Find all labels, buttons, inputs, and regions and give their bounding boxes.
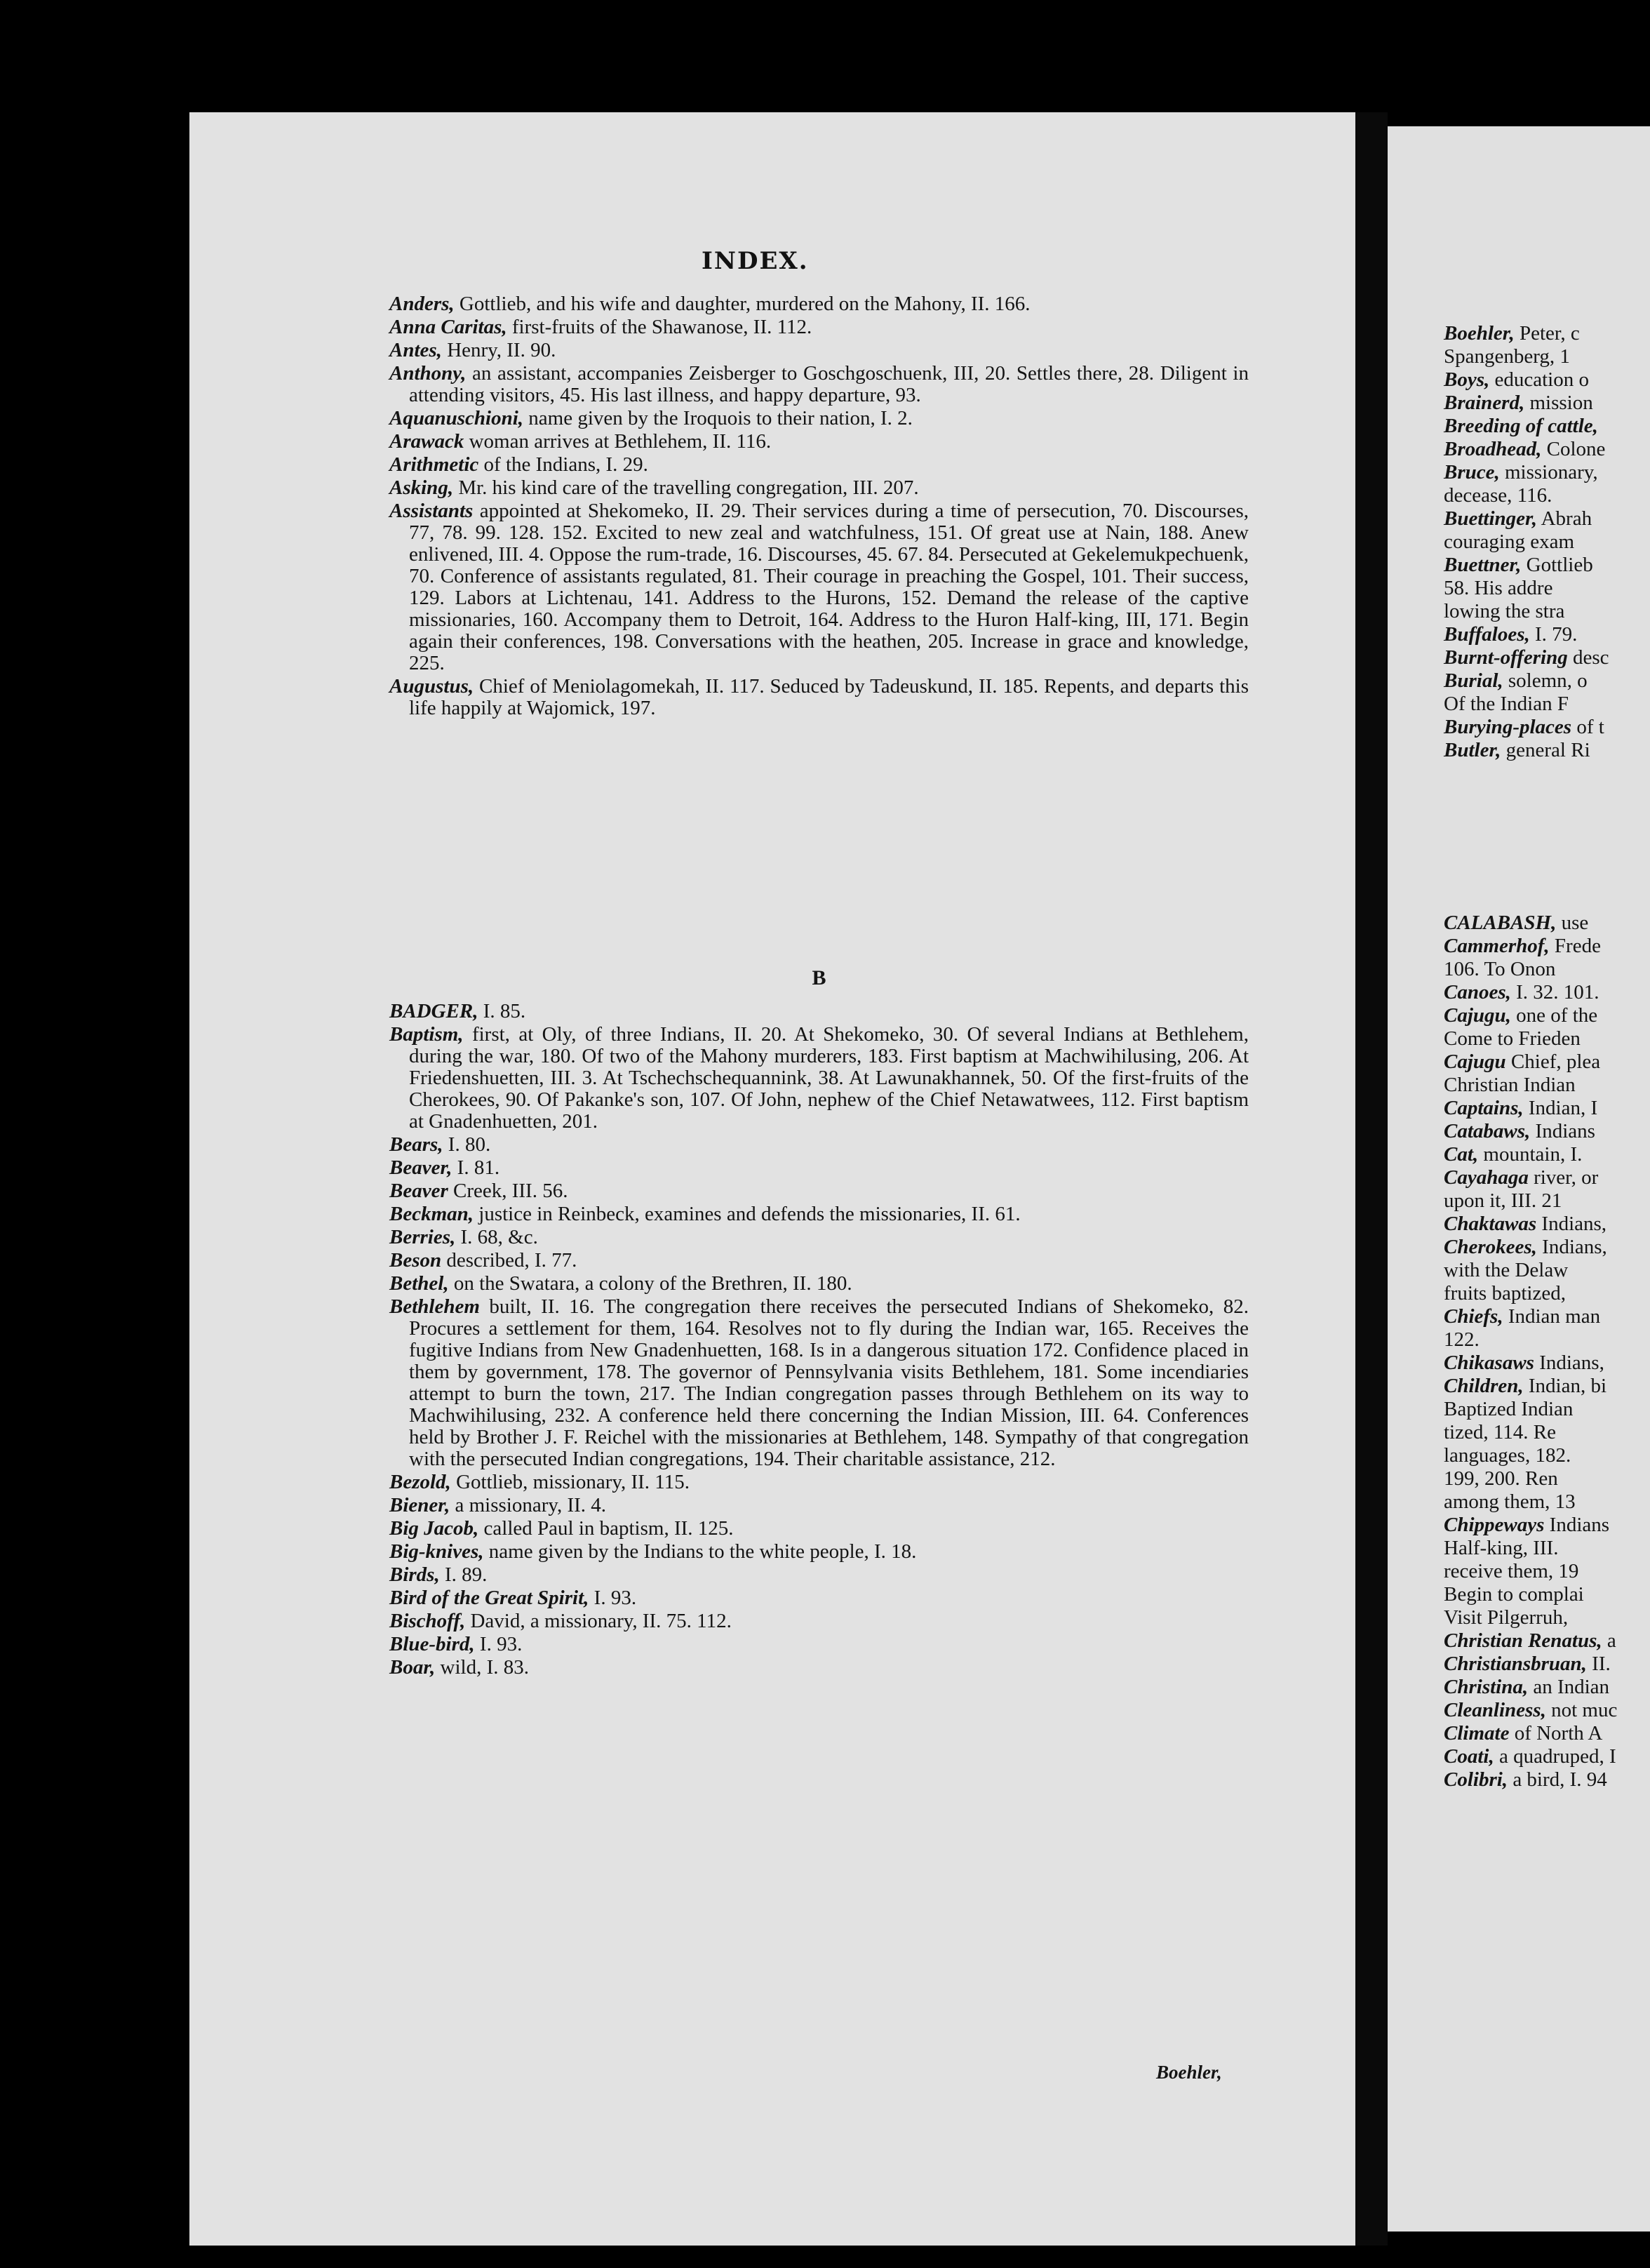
index-entry-text: Indians,	[1534, 1352, 1604, 1374]
index-entry-heading: Anders,	[389, 293, 455, 315]
index-entry-text: use	[1556, 912, 1589, 934]
index-entry-text: Begin to complai	[1444, 1583, 1584, 1606]
index-entry-text: a	[1602, 1629, 1616, 1652]
index-entry	[389, 1180, 1249, 1202]
index-entry-text: river, or	[1528, 1166, 1599, 1189]
page-gutter	[1355, 112, 1388, 2246]
index-entry-text: Indians,	[1536, 1213, 1607, 1235]
index-entry	[1444, 647, 1650, 669]
index-entry	[389, 1001, 1249, 1022]
index-entry-text: mountain, I.	[1478, 1143, 1583, 1166]
index-entry-heading: Chippeways	[1444, 1514, 1545, 1536]
index-entry	[1444, 346, 1650, 368]
index-entry-text: name given by the Indians to the white people, I. 18.	[483, 1540, 917, 1563]
index-entry	[1444, 323, 1650, 345]
index-entry-heading: Cleanliness,	[1444, 1699, 1546, 1721]
index-entry-text: among them, 13	[1444, 1490, 1576, 1513]
index-entry	[1444, 531, 1650, 553]
index-entry-text: Mr. his kind care of the travelling congregation, III. 207.	[453, 476, 919, 499]
index-entry-text: Abrah	[1536, 507, 1592, 530]
index-entry-heading: Bethlehem	[389, 1295, 480, 1318]
index-entry-text: with the Delaw	[1444, 1259, 1569, 1281]
index-entry	[389, 1610, 1249, 1632]
index-entry-text: a missionary, II. 4.	[450, 1494, 607, 1516]
index-entry	[1444, 670, 1650, 692]
index-entry	[1444, 1769, 1650, 1791]
index-entry-text: woman arrives at Bethlehem, II. 116.	[464, 430, 772, 453]
index-entry	[1444, 1746, 1650, 1768]
index-entry-heading: Beson	[389, 1249, 442, 1272]
index-entry-text: decease, 116.	[1444, 484, 1552, 507]
index-entry	[1444, 1630, 1650, 1652]
index-entry-heading: Baptism,	[389, 1023, 464, 1046]
index-entry-heading: Captains,	[1444, 1097, 1524, 1119]
index-entry-heading: Antes,	[389, 339, 442, 361]
index-entry-text: of the Indians, I. 29.	[478, 453, 648, 476]
index-entry-text: lowing the stra	[1444, 600, 1565, 622]
index-entry-text: a bird, I. 94	[1508, 1768, 1607, 1791]
index-entry-heading: Anthony,	[389, 362, 467, 385]
index-entry	[1444, 1329, 1650, 1351]
index-entry-text: missionary,	[1499, 461, 1598, 483]
index-entry-heading: Bears,	[389, 1133, 443, 1156]
index-entry	[1444, 716, 1650, 738]
index-entry-text: Henry, II. 90.	[441, 339, 556, 361]
index-entry-heading: Assistants	[389, 500, 474, 522]
index-entry-heading: Canoes,	[1444, 981, 1511, 1003]
index-entry	[1444, 959, 1650, 980]
index-entry	[1444, 1491, 1650, 1513]
index-entry-heading: Arithmetic	[389, 453, 479, 476]
index-entry-text: name given by the Iroquois to their nation, I. 2.	[523, 407, 913, 429]
index-entry	[389, 1587, 1249, 1609]
index-entry	[1444, 624, 1650, 646]
index-entry-heading: Cat,	[1444, 1143, 1479, 1166]
index-entry-text: 58. His addre	[1444, 577, 1553, 599]
index-entry-text: wild, I. 83.	[435, 1656, 529, 1679]
index-entry-heading: Chikasaws	[1444, 1352, 1534, 1374]
index-entry-text: an Indian	[1528, 1676, 1610, 1698]
index-entry-text: 106. To Onon	[1444, 958, 1556, 980]
index-entry-heading: Buettner,	[1444, 554, 1522, 576]
index-entry-text: Gottlieb, missionary, II. 115.	[450, 1471, 690, 1493]
index-entry	[1444, 1723, 1650, 1745]
index-entry-text: I. 32. 101.	[1510, 981, 1599, 1003]
index-entry	[1444, 1074, 1650, 1096]
index-entry-text: David, a missionary, II. 75. 112.	[465, 1610, 732, 1632]
index-entry-heading: CALABASH,	[1444, 912, 1557, 934]
index-entry	[1444, 1352, 1650, 1374]
index-entry	[389, 1024, 1249, 1133]
index-entry-text: couraging exam	[1444, 531, 1575, 553]
index-entry	[1444, 554, 1650, 576]
index-entry	[1444, 369, 1650, 391]
index-entry-text: upon it, III. 21	[1444, 1189, 1562, 1212]
index-entry-heading: Boar,	[389, 1656, 436, 1679]
index-entry	[1444, 485, 1650, 507]
index-entry	[389, 1134, 1249, 1156]
index-entry	[389, 340, 1249, 361]
index-entry	[1444, 1028, 1650, 1050]
index-entry-text: I. 80.	[443, 1133, 491, 1156]
index-entry-text: appointed at Shekomeko, II. 29. Their services during a time of persecution, 70. Discourses, 77, 78. 99. 128. 152. Excited to new zeal and watchfulness, 151. Of great use at Nain, 188. Anew enlivened, III. 4. Oppose the rum-trade, 16. Discourses, 45. 67. 84. Persecuted at Gekelemukpechuenk, 70. Conference of assistants regulated, 81. Their courage in preaching the Gospel, 101. Their success, 129. Labors at Lichtenau, 141. Address to the Hurons, 152. Demand the release of the captive missionaries, 160. Accompany them to Detroit, 164. Address to the Huron Half-king, III, 171. Begin again their conferences, 198. Conversations with the heathen, 205. Increase in grace and knowledge, 225.	[409, 500, 1249, 674]
index-entry-text: desc	[1567, 646, 1609, 669]
index-entry-text: 199, 200. Ren	[1444, 1467, 1558, 1490]
index-entry-text: of North A	[1509, 1722, 1603, 1745]
index-entry	[389, 1157, 1249, 1179]
index-entry	[389, 477, 1249, 499]
index-entry-text: I. 93.	[474, 1633, 523, 1655]
index-entry	[389, 408, 1249, 429]
index-entry-text: Christian Indian	[1444, 1074, 1576, 1096]
index-entry-text: Visit Pilgerruh,	[1444, 1606, 1569, 1629]
index-entry-heading: Buettinger,	[1444, 507, 1537, 530]
index-entry-heading: Buffaloes,	[1444, 623, 1530, 646]
index-entry-text: called Paul in baptism, II. 125.	[478, 1517, 734, 1540]
index-entry	[1444, 1213, 1650, 1235]
index-entry-text: described, I. 77.	[441, 1249, 577, 1272]
index-entry-text: education o	[1489, 368, 1589, 391]
right-page-section-a	[1444, 323, 1650, 763]
index-entry-heading: Chiefs,	[1444, 1305, 1503, 1328]
index-entry-text: built, II. 16. The congregation there receives the persecuted Indians of Shekomeko, 82. Procures a settlement for them, 164. Resolves not to fly during the Indian war, 165. Receives the fugitive Indians from New Gnadenhuetten, 168. Is in a dangerous situation 172. Confidence placed in them by government, 178. The governor of Pennsylvania visits Bethlehem, 181. Some incendiaries attempt to burn the town, 217. The Indian congregation passes through Bethlehem on its way to Machwihilusing, 232. A conference held there concerning the Indian Mission, III. 64. Conferences held by Brother J. F. Reichel with the missionaries at Bethlehem, 148. Sympathy of that congregation with the persecuted Indian congregations, 194. Their charitable assistance, 212.	[409, 1295, 1249, 1470]
index-entry	[389, 1495, 1249, 1516]
index-entry	[1444, 1051, 1650, 1073]
index-entry-heading: Beaver	[389, 1180, 448, 1202]
index-entry-heading: Burying-places	[1444, 716, 1572, 738]
index-entry-heading: BADGER,	[389, 1000, 478, 1022]
index-entry	[1444, 1607, 1650, 1629]
index-entry-heading: Bezold,	[389, 1471, 451, 1493]
index-entry	[1444, 1445, 1650, 1467]
index-entry-text: fruits baptized,	[1444, 1282, 1566, 1305]
index-entry	[1444, 1584, 1650, 1606]
page-title: INDEX.	[702, 247, 809, 275]
index-entry-text: on the Swatara, a colony of the Brethren, II. 180.	[448, 1272, 852, 1295]
index-entry-heading: Anna Caritas,	[389, 316, 507, 338]
index-entry-text: Indians	[1530, 1120, 1595, 1142]
index-entry-text: I. 81.	[452, 1156, 500, 1179]
index-entry-text: Colone	[1541, 438, 1606, 460]
index-entry-heading: Big-knives,	[389, 1540, 484, 1563]
index-entry-text: not muc	[1545, 1699, 1618, 1721]
index-entry-text: of t	[1571, 716, 1604, 738]
index-entry	[1444, 1422, 1650, 1443]
index-entry-heading: Christian Renatus,	[1444, 1629, 1602, 1652]
index-entry-text: I. 85.	[478, 1000, 526, 1022]
index-entry-text: I. 79.	[1529, 623, 1578, 646]
index-entry-heading: Bruce,	[1444, 461, 1500, 483]
index-entry	[1444, 1676, 1650, 1698]
section-letter: B	[812, 966, 826, 989]
index-entry-text: Baptized Indian	[1444, 1398, 1574, 1420]
index-entry	[389, 1472, 1249, 1493]
index-entry-heading: Catabaws,	[1444, 1120, 1531, 1142]
index-entry	[1444, 1190, 1650, 1212]
index-entry	[389, 500, 1249, 674]
index-entry	[1444, 1167, 1650, 1189]
index-entry-heading: Cajugu,	[1444, 1004, 1511, 1027]
index-entry-text: languages, 182.	[1444, 1444, 1571, 1467]
index-entry-heading: Bischoff,	[389, 1610, 466, 1632]
index-entry-heading: Brainerd,	[1444, 392, 1525, 414]
index-entry-text: Chief of Meniolagomekah, II. 117. Seduced by Tadeuskund, II. 185. Repents, and departs this life happily at Wajomick, 197.	[409, 675, 1249, 719]
index-entry-text: Creek, III. 56.	[448, 1180, 568, 1202]
index-entry-heading: Big Jacob,	[389, 1517, 479, 1540]
index-entry-text: Of the Indian F	[1444, 693, 1569, 715]
index-entry-text: Gottlieb, and his wife and daughter, murdered on the Mahony, II. 166.	[454, 293, 1031, 315]
catchword: Boehler,	[1156, 2062, 1222, 2083]
right-page-section-b	[1444, 912, 1650, 1792]
index-entry-text: I. 68, &c.	[455, 1226, 538, 1248]
index-entry-heading: Arawack	[389, 430, 464, 453]
index-entry	[1444, 1098, 1650, 1119]
index-entry-text: Indian man	[1503, 1305, 1601, 1328]
index-entry-text: tized, 114. Re	[1444, 1421, 1556, 1443]
index-entry-text: Indian, bi	[1523, 1375, 1607, 1397]
index-entry-heading: Christiansbruan,	[1444, 1653, 1587, 1675]
index-entry	[1444, 1236, 1650, 1258]
index-entry-heading: Cayahaga	[1444, 1166, 1529, 1189]
index-entry	[389, 363, 1249, 406]
index-entry	[1444, 601, 1650, 622]
index-entry	[1444, 912, 1650, 934]
index-entry	[1444, 1537, 1650, 1559]
index-entry	[389, 454, 1249, 476]
index-entry	[389, 431, 1249, 453]
index-entry	[1444, 1375, 1650, 1397]
index-entry-text: Chief, plea	[1505, 1050, 1601, 1073]
index-entry-text: I. 93.	[589, 1587, 637, 1609]
index-entry-text: solemn, o	[1503, 669, 1588, 692]
index-entry-heading: Children,	[1444, 1375, 1524, 1397]
index-entry	[1444, 740, 1650, 761]
index-entry	[1444, 1283, 1650, 1305]
index-entry	[389, 676, 1249, 719]
index-entry	[1444, 415, 1650, 437]
index-entry	[1444, 578, 1650, 599]
index-entry-text: Indians	[1544, 1514, 1610, 1536]
index-entry	[1444, 1144, 1650, 1166]
index-entry	[389, 1296, 1249, 1470]
index-entry	[389, 1227, 1249, 1248]
index-entry	[1444, 1260, 1650, 1281]
index-entry	[1444, 1514, 1650, 1536]
index-entry	[389, 1203, 1249, 1225]
index-entry-text: receive them, 19	[1444, 1560, 1579, 1582]
index-entry-heading: Breeding of cattle,	[1444, 415, 1598, 437]
index-entry	[1444, 982, 1650, 1003]
index-entry-text: Indians,	[1536, 1236, 1607, 1258]
index-entry-heading: Burial,	[1444, 669, 1503, 692]
index-entry-text: Spangenberg, 1	[1444, 345, 1570, 368]
index-entry-heading: Cammerhof,	[1444, 935, 1550, 957]
index-entry-text: II.	[1586, 1653, 1611, 1675]
index-entry	[389, 1250, 1249, 1272]
index-entry	[1444, 935, 1650, 957]
index-entry	[1444, 1700, 1650, 1721]
index-entry-heading: Boys,	[1444, 368, 1490, 391]
index-section-b	[389, 967, 1249, 1680]
index-entry-text: Indian, I	[1523, 1097, 1598, 1119]
index-entry-heading: Broadhead,	[1444, 438, 1542, 460]
index-entry	[389, 316, 1249, 338]
index-entry	[1444, 1399, 1650, 1420]
index-entry-heading: Boehler,	[1444, 322, 1515, 345]
index-entry-text: mission	[1524, 392, 1593, 414]
index-entry-heading: Climate	[1444, 1722, 1510, 1745]
index-entry	[1444, 1005, 1650, 1027]
index-entry	[1444, 1561, 1650, 1582]
index-section-a	[389, 293, 1249, 721]
index-entry-text: an assistant, accompanies Zeisberger to Goschgoschuenk, III, 20. Settles there, 28. Diligent in attending visitors, 45. His last illness, and happy departure, 93.	[409, 362, 1249, 406]
index-entry-text: Half-king, III.	[1444, 1537, 1559, 1559]
index-entry	[1444, 1121, 1650, 1142]
index-entry-text: 122.	[1444, 1328, 1480, 1351]
index-entry	[389, 1273, 1249, 1295]
index-entry	[1444, 693, 1650, 715]
index-entry-text: first-fruits of the Shawanose, II. 112.	[507, 316, 812, 338]
index-entry	[389, 1541, 1249, 1563]
index-entry-heading: Butler,	[1444, 739, 1501, 761]
index-entry-heading: Bird of the Great Spirit,	[389, 1587, 589, 1609]
index-entry	[1444, 439, 1650, 460]
index-entry	[1444, 462, 1650, 483]
index-entry-heading: Blue-bird,	[389, 1633, 475, 1655]
index-entry-text: Frede	[1549, 935, 1601, 957]
index-entry	[389, 1518, 1249, 1540]
index-entry-heading: Coati,	[1444, 1745, 1494, 1768]
index-entry-text: a quadruped, I	[1494, 1745, 1616, 1768]
index-entry	[389, 1564, 1249, 1586]
index-entry	[1444, 1468, 1650, 1490]
index-entry-heading: Cherokees,	[1444, 1236, 1537, 1258]
index-entry-heading: Beckman,	[389, 1203, 474, 1225]
index-entry-heading: Augustus,	[389, 675, 474, 698]
index-entry	[1444, 1653, 1650, 1675]
index-entry-heading: Birds,	[389, 1563, 440, 1586]
index-entry	[1444, 508, 1650, 530]
index-entry	[389, 1634, 1249, 1655]
index-entry-text: justice in Reinbeck, examines and defends the missionaries, II. 61.	[474, 1203, 1021, 1225]
index-entry-heading: Christina,	[1444, 1676, 1529, 1698]
index-entry-text: Peter, c	[1514, 322, 1580, 345]
index-entry-heading: Bethel,	[389, 1272, 449, 1295]
index-entry-heading: Cajugu	[1444, 1050, 1506, 1073]
index-entry	[389, 293, 1249, 315]
index-entry-heading: Beaver,	[389, 1156, 452, 1179]
index-entry-text: one of the	[1510, 1004, 1598, 1027]
index-entry-text: Gottlieb	[1521, 554, 1593, 576]
index-entry-heading: Aquanuschioni,	[389, 407, 524, 429]
index-entry-heading: Burnt-offering	[1444, 646, 1568, 669]
index-entry	[389, 1657, 1249, 1679]
index-entry-text: Come to Frieden	[1444, 1027, 1581, 1050]
index-entry	[1444, 1306, 1650, 1328]
index-entry-text: general Ri	[1501, 739, 1590, 761]
index-entry-heading: Berries,	[389, 1226, 456, 1248]
index-entry-heading: Asking,	[389, 476, 454, 499]
index-entry-text: first, at Oly, of three Indians, II. 20. At Shekomeko, 30. Of several Indians at Bethlehem, during the war, 180. Of two of the Mahony murderers, 183. First baptism at Machwihilusing, 206. At Friedenshuetten, III. 3. At Tschechschequannink, 38. At Lawunakhannek, 50. Of the first-fruits of the Cherokees, 90. Of Pakanke's son, 107. Of John, nephew of the Chief Netawatwees, 112. First baptism at Gnadenhuetten, 201.	[409, 1023, 1249, 1133]
index-entry-heading: Colibri,	[1444, 1768, 1508, 1791]
index-entry	[1444, 392, 1650, 414]
index-entry-heading: Chaktawas	[1444, 1213, 1537, 1235]
index-entry-heading: Biener,	[389, 1494, 450, 1516]
index-entry-text: I. 89.	[439, 1563, 488, 1586]
